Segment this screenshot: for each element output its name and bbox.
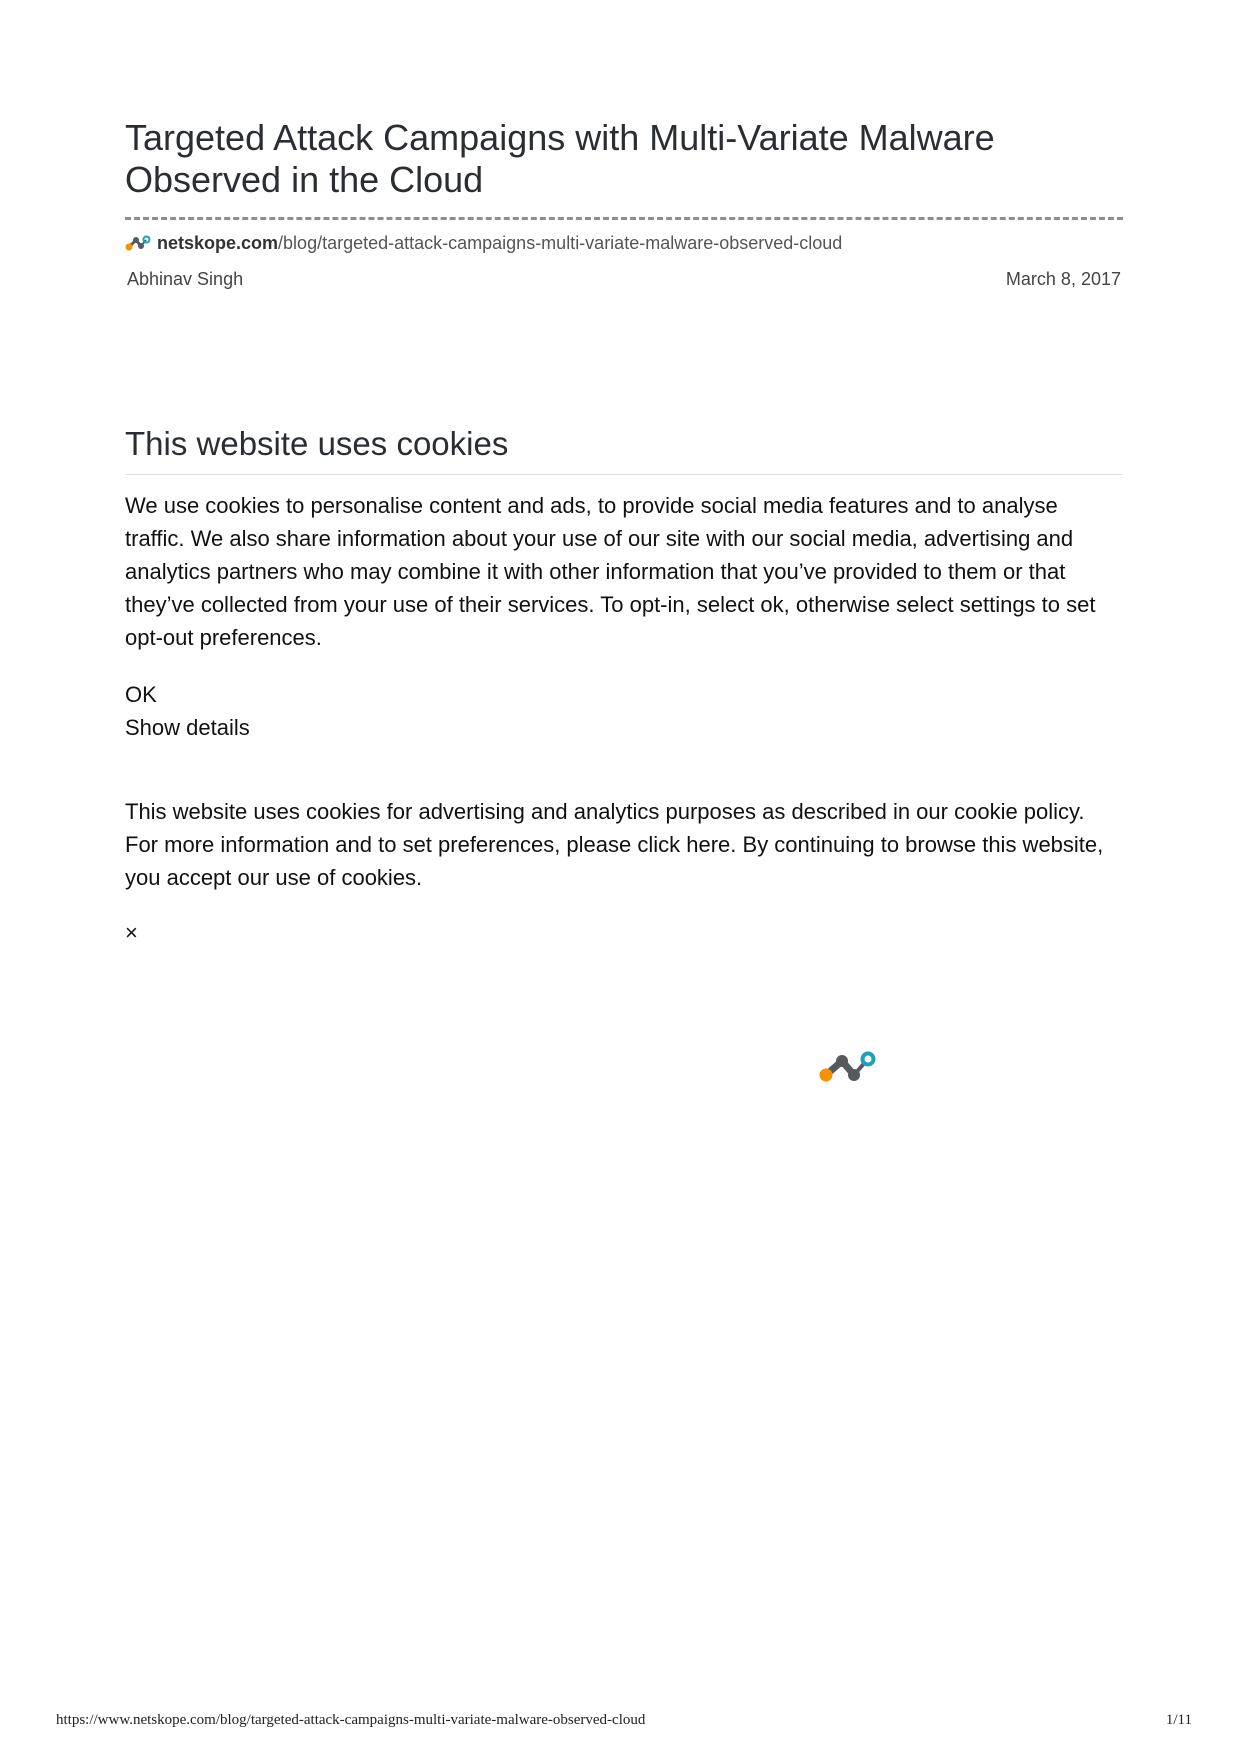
cookie-notice-text: This website uses cookies for advertising and analytics purposes as described in our cookie policy. For more information and to set preferences, please click here. By continuing to browse this website, you accept our use of cookies. [125, 799, 1104, 890]
source-domain[interactable]: netskope.com [157, 232, 279, 253]
cookie-banner-text: We use cookies to personalise content and ads, to provide social media features and to analyse traffic. We also share information about your use of our site with our social media, advertising and analytics partners who may combine it with other information that you’ve provided to them or that they’ve collected from your use of their services. To opt-in, select ok, otherwise select settings to set opt-out preferences. [125, 493, 1096, 650]
netskope-logo-icon [818, 1049, 878, 1083]
footer-url: https://www.netskope.com/blog/targeted-attack-campaigns-multi-variate-malware-observed-cloud [56, 1712, 646, 1728]
byline [125, 269, 1123, 290]
image-placeholder [125, 320, 205, 400]
cookie-banner-heading: This website uses cookies [125, 424, 1123, 475]
source-path[interactable]: /blog/targeted-attack-campaigns-multi-variate-malware-observed-cloud [278, 232, 843, 253]
source-line[interactable] [125, 232, 1123, 254]
author-name: Abhinav Singh [127, 269, 244, 289]
footer-page-number: 1/11 [1165, 1712, 1192, 1728]
show-details-button[interactable]: Show details [125, 715, 250, 740]
article-page [125, 117, 1123, 946]
netskope-logo-icon [125, 235, 151, 251]
ok-button[interactable]: OK [125, 682, 157, 707]
title-divider [125, 217, 1123, 220]
publish-date: March 8, 2017 [1005, 269, 1121, 289]
article-title: Targeted Attack Campaigns with Multi-Variate Malware Observed in the Cloud [125, 117, 995, 200]
close-icon[interactable]: × [125, 920, 138, 945]
